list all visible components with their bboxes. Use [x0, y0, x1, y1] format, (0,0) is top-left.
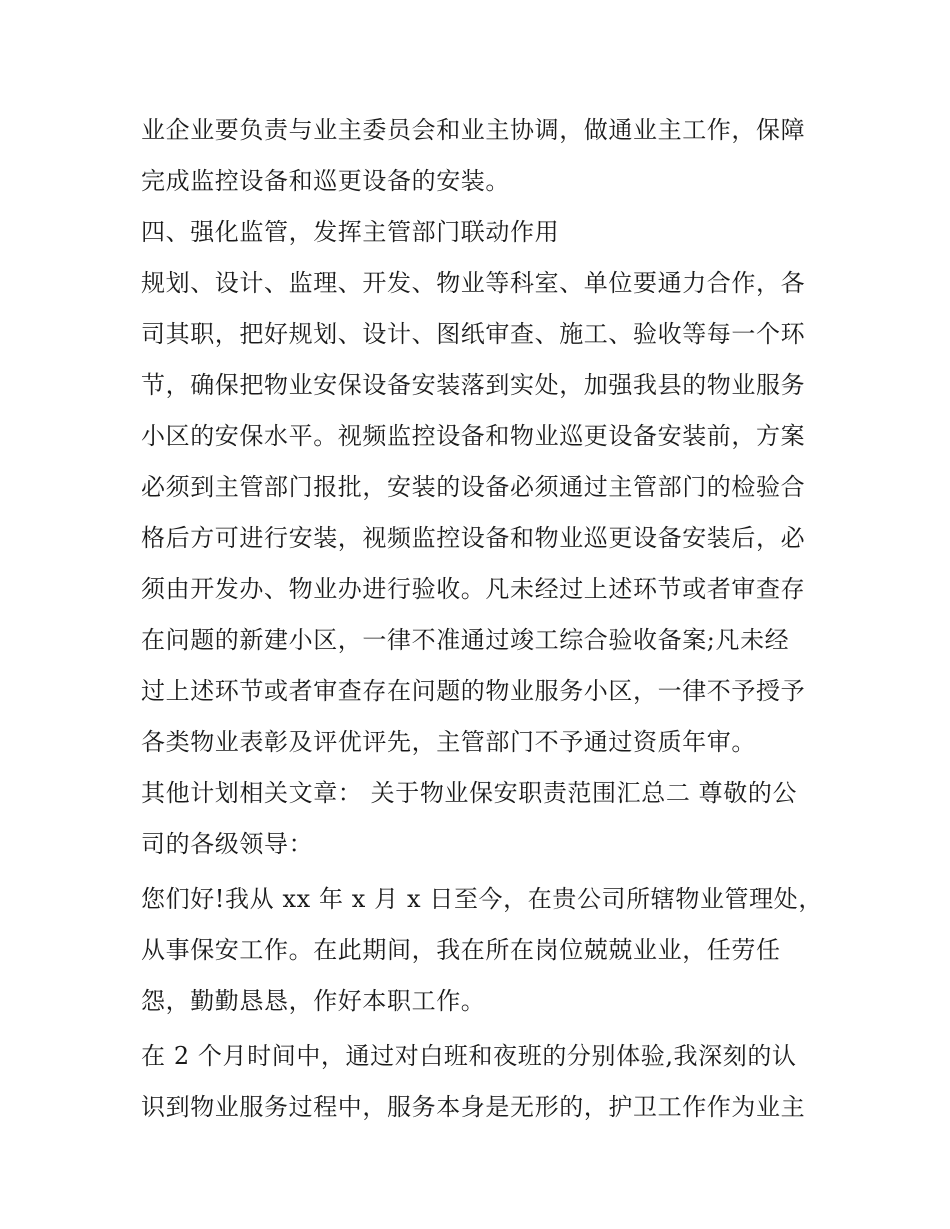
text-line: 节，确保把物业安保设备安装落到实处，加强我县的物业服务 [141, 371, 806, 399]
text-line: 必须到主管部门报批，安装的设备必须通过主管部门的检验合 [141, 473, 806, 501]
document-body [141, 105, 821, 1133]
text-line: 小区的安保水平。视频监控设备和物业巡更设备安装前，方案 [141, 422, 806, 450]
text-line: 您们好!我从 xx 年 x 月 x 日至今，在贵公司所辖物业管理处， [141, 885, 823, 913]
text-line: 司的各级领导： [141, 830, 314, 858]
text-line: 识到物业服务过程中，服务本身是无形的，护卫工作作为业主 [141, 1093, 806, 1121]
text-line: 怨，勤勤恳恳，作好本职工作。 [141, 987, 486, 1015]
text-line: 各类物业表彰及评优评先，主管部门不予通过资质年审。 [141, 728, 756, 756]
text-line: 从事保安工作。在此期间，我在所在岗位兢兢业业，任劳任 [141, 936, 781, 964]
text-line: 在 2 个月时间中，通过对白班和夜班的分别体验,我深刻的认 [141, 1042, 797, 1070]
text-line: 过上述环节或者审查存在问题的物业服务小区，一律不予授予 [141, 677, 806, 705]
text-line: 规划、设计、监理、开发、物业等科室、单位要通力合作，各 [141, 269, 806, 297]
text-line: 须由开发办、物业办进行验收。凡未经过上述环节或者审查存 [141, 575, 806, 603]
text-line: 在问题的新建小区，一律不准通过竣工综合验收备案;凡未经 [141, 626, 790, 654]
text-line: 其他计划相关文章： 关于物业保安职责范围汇总二 尊敬的公 [141, 779, 798, 807]
section-heading: 四、强化监管，发挥主管部门联动作用 [141, 218, 560, 246]
text-line: 业企业要负责与业主委员会和业主协调，做通业主工作，保障 [141, 116, 806, 144]
text-line: 格后方可进行安装，视频监控设备和物业巡更设备安装后，必 [141, 524, 806, 552]
text-line: 完成监控设备和巡更设备的安装。 [141, 167, 510, 195]
text-line: 司其职，把好规划、设计、图纸审查、施工、验收等每一个环 [141, 320, 806, 348]
